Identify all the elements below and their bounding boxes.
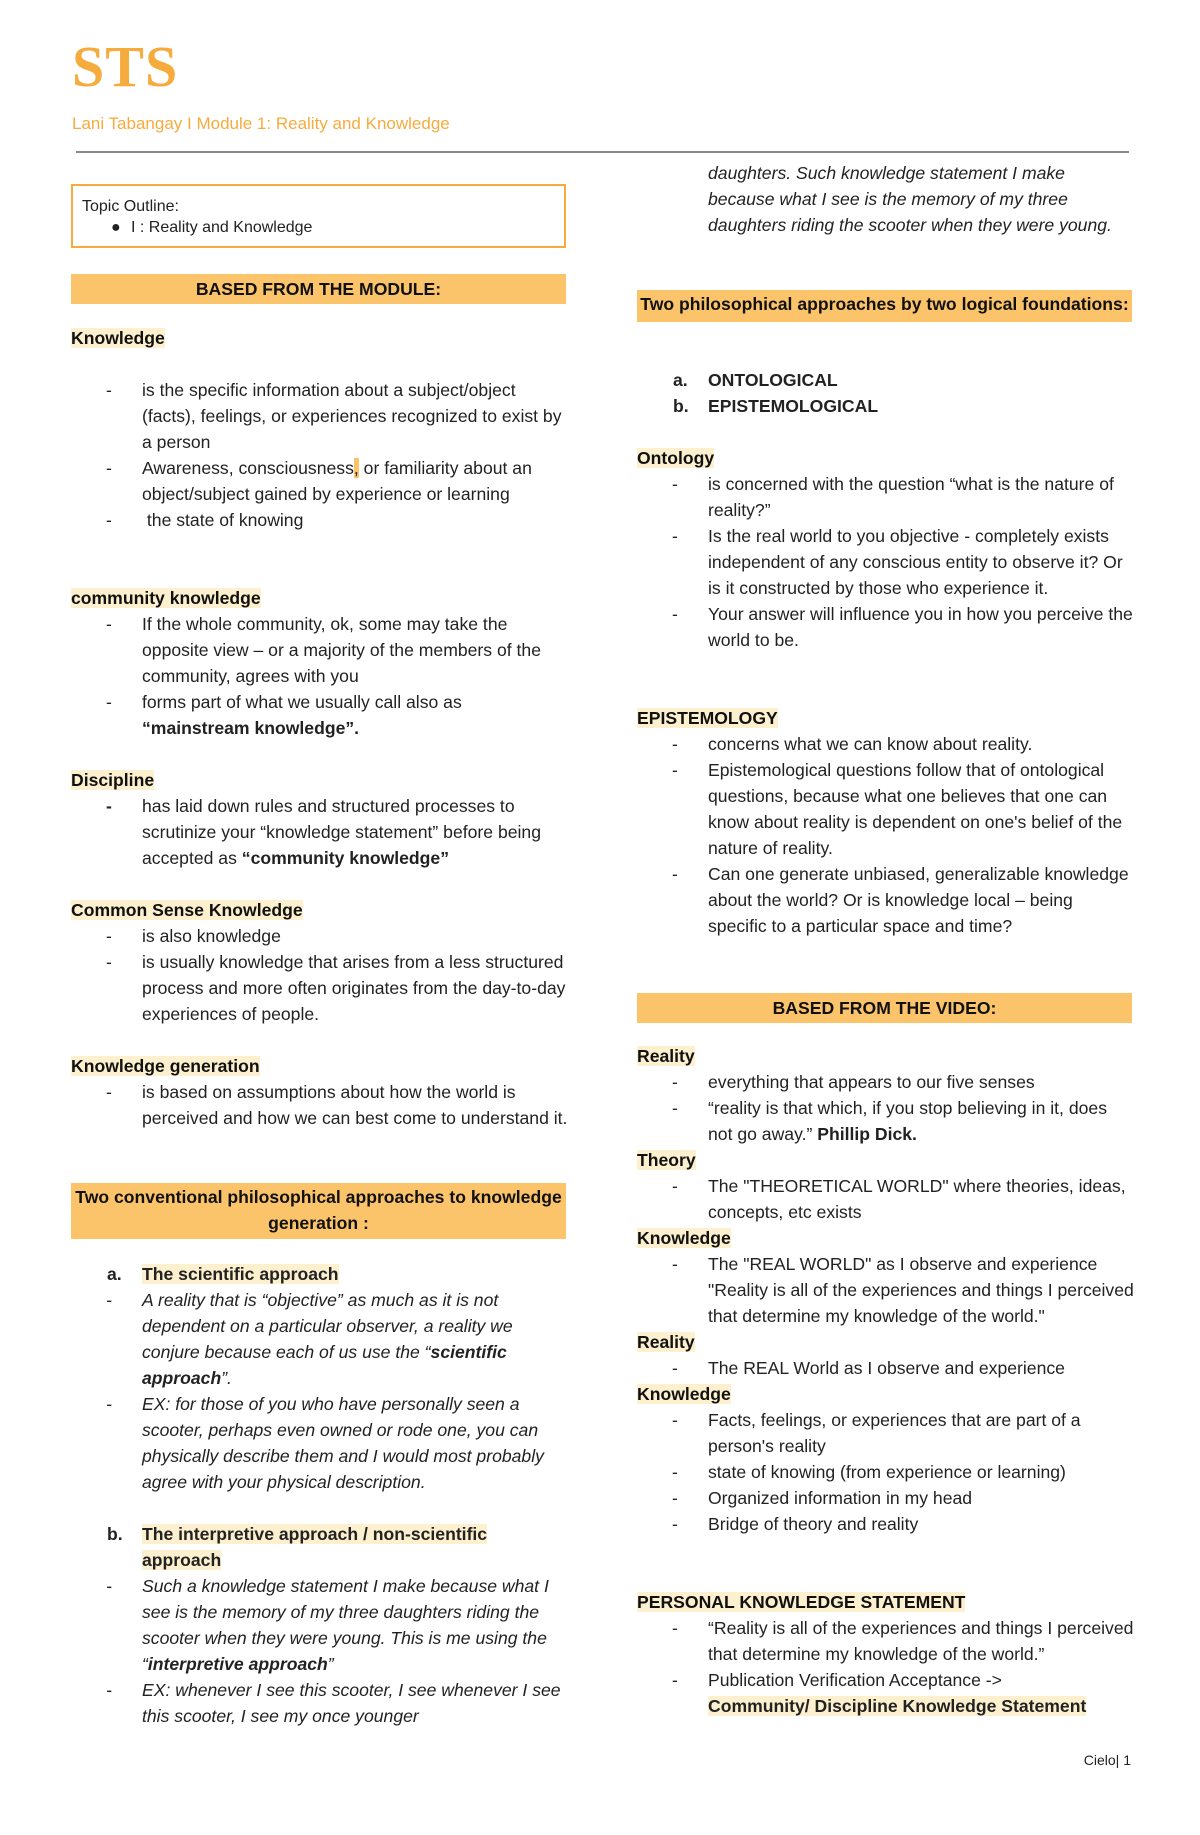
list-item-text: is usually knowledge that arises from a less structured process and more often originates from the day-to-day experiences of people. [142, 952, 566, 1024]
heading-scientific-approach: The scientific approach [142, 1264, 339, 1284]
list-item: - Can one generate unbiased, generalizable knowledge about the world? Or is knowledge local – being specific to a particular space and time? [672, 864, 1129, 936]
list-item: - has laid down rules and structured processes to scrutinize your “knowledge statement” before being accepted as “community knowledge” [106, 796, 542, 868]
list-item-text: everything that appears to our five senses [708, 1072, 1035, 1092]
section-knowledge-generation [71, 1053, 568, 1131]
list-item [71, 1261, 568, 1287]
scientific-list [71, 1287, 568, 1495]
list-item: - The "REAL WORLD" as I observe and experience "Reality is all of the experiences and things I perceived that determine my knowledge of the world." [672, 1254, 1134, 1326]
list-marker: a. [673, 370, 688, 390]
section-knowledge [71, 325, 568, 533]
list-item-text: If the whole community, ok, some may take the opposite view – or a majority of the members of the community, agrees with you [142, 614, 541, 686]
list-marker: b. [673, 396, 689, 416]
knowledge-list [71, 377, 568, 533]
knowledge-2-list [637, 1407, 1134, 1537]
heading-discipline: Discipline [71, 770, 155, 790]
list-marker: a. [107, 1264, 122, 1284]
common-sense-list [71, 923, 568, 1027]
list-item-text: Can one generate unbiased, generalizable knowledge about the world? Or is knowledge local – being specific to a particular space and time? [708, 864, 1129, 936]
community-list [71, 611, 568, 741]
list-item-text: Your answer will influence you in how you perceive the world to be. [708, 604, 1133, 650]
list-item-text: Publication Verification Acceptance -> [708, 1670, 1002, 1690]
knowledge-video-list [637, 1251, 1134, 1329]
section-scientific-approach [71, 1261, 568, 1495]
list-item-text: Facts, feelings, or experiences that are part of a person's reality [708, 1410, 1081, 1456]
list-item: - the state of knowing [106, 510, 304, 530]
heading-interpretive-approach: The interpretive approach / non-scientific approach [142, 1524, 488, 1570]
list-item: - forms part of what we usually call also as “mainstream knowledge”. [106, 692, 462, 738]
topic-outline-box [71, 184, 566, 248]
list-item-bold: Community/ Discipline Knowledge Statement [708, 1696, 1087, 1716]
epistemology-list [637, 731, 1134, 939]
interpretive-heading-list [71, 1521, 568, 1573]
list-item-text: is concerned with the question “what is the nature of reality?” [708, 474, 1114, 520]
list-item: - EX: for those of you who have personally seen a scooter, perhaps even owned or rode one, you can physically describe them and I would most probably agree with your physical description. [106, 1394, 544, 1492]
banner-conventional-approaches: Two conventional philosophical approaches to knowledge generation : [71, 1183, 566, 1239]
heading-common-sense: Common Sense Knowledge [71, 900, 303, 920]
page-title: STS [72, 34, 179, 99]
text-selection: , [353, 458, 359, 478]
foundations-list [637, 367, 1134, 419]
list-item-text: concerns what we can know about reality. [708, 734, 1033, 754]
list-item-text: Awareness, consciousness [142, 458, 354, 478]
list-item: - Is the real world to you objective - completely exists independent of any conscious entity to observe it? Or is it constructed by those who experience it. [672, 526, 1123, 598]
list-item-bold: “community knowledge” [241, 848, 450, 868]
list-item: - Organized information in my head [672, 1488, 973, 1508]
list-item: - Bridge of theory and reality [672, 1514, 919, 1534]
list-item-text: ” [327, 1654, 334, 1674]
list-item: - “reality is that which, if you stop believing in it, does not go away.” Phillip Dick. [672, 1098, 1107, 1144]
list-item [637, 393, 1134, 419]
list-item: - everything that appears to our five senses [672, 1072, 1035, 1092]
list-item-text: ”. [221, 1368, 232, 1388]
list-item-text: the state of knowing [146, 510, 304, 530]
list-item: - Epistemological questions follow that of ontological questions, because what one believes that one can know about reality is dependent on one's belief of the nature of reality. [672, 760, 1123, 858]
list-item [71, 1521, 568, 1573]
list-item-bold: Phillip Dick. [817, 1124, 917, 1144]
list-item: - Such a knowledge statement I make because what I see is the memory of my three daughters riding the scooter when they were young. This is me using the “interpretive approach” [106, 1576, 549, 1674]
heading-knowledge-2: Knowledge [637, 1384, 731, 1404]
section-epistemology [637, 705, 1134, 939]
topic-outline-item-text: I : Reality and Knowledge [131, 219, 313, 236]
bullet-dot-icon: ● [111, 219, 121, 236]
interpretive-list [71, 1573, 568, 1729]
heading-community-knowledge: community knowledge [71, 588, 261, 608]
list-item-text: The "THEORETICAL WORLD" where theories, ideas, concepts, etc exists [708, 1176, 1126, 1222]
list-item: - state of knowing (from experience or learning) [672, 1462, 1066, 1482]
banner-based-from-module: BASED FROM THE MODULE: [71, 274, 566, 304]
heading-personal-knowledge: PERSONAL KNOWLEDGE STATEMENT [637, 1592, 966, 1612]
continued-text: daughters. Such knowledge statement I make because what I see is the memory of my three daughters riding the scooter when they were young. [708, 163, 1112, 235]
heading-theory: Theory [637, 1150, 696, 1170]
list-item-text: The "REAL WORLD" as I observe and experience "Reality is all of the experiences and things I perceived that determine my knowledge of the world." [708, 1254, 1134, 1326]
list-item: - Your answer will influence you in how you perceive the world to be. [672, 604, 1133, 650]
ontology-list [637, 471, 1134, 653]
list-item: - The "THEORETICAL WORLD" where theories, ideas, concepts, etc exists [672, 1176, 1126, 1222]
list-item-text: EX: for those of you who have personally seen a scooter, perhaps even owned or rode one, you can physically describe them and I would most probably agree with your physical description. [142, 1394, 544, 1492]
list-item-text: or familiarity about an object/subject gained by experience or learning [142, 458, 532, 504]
section-video-notes [637, 1043, 1134, 1537]
heading-knowledge: Knowledge [71, 328, 165, 348]
list-item-text: EX: whenever I see this scooter, I see whenever I see this scooter, I see my once younger [142, 1680, 561, 1726]
section-personal-knowledge [637, 1589, 1134, 1719]
section-interpretive-approach [71, 1521, 568, 1729]
section-common-sense [71, 897, 568, 1027]
heading-epistemology: EPISTEMOLOGY [637, 708, 778, 728]
scientific-heading-list [71, 1261, 568, 1287]
heading-knowledge-video: Knowledge [637, 1228, 731, 1248]
topic-outline-item [82, 217, 564, 238]
page-subtitle: Lani Tabangay I Module 1: Reality and Knowledge [72, 114, 450, 133]
knowledge-generation-list [71, 1079, 568, 1131]
reality-2-list [637, 1355, 1134, 1381]
list-item: - A reality that is “objective” as much as it is not dependent on a particular observer, a reality we conjure because each of us use the “scientific approach”. [106, 1290, 513, 1388]
list-item-text: Epistemological questions follow that of ontological questions, because what one believes that one can know about reality is dependent on one's belief of the nature of reality. [708, 760, 1123, 858]
list-item-text: Organized information in my head [708, 1488, 973, 1508]
topic-outline-label: Topic Outline: [82, 198, 179, 215]
list-item: - concerns what we can know about reality. [672, 734, 1033, 754]
list-item: - EX: whenever I see this scooter, I see whenever I see this scooter, I see my once younger [106, 1680, 561, 1726]
list-item-text: is based on assumptions about how the world is perceived and how we can best come to understand it. [142, 1082, 568, 1128]
list-item: - is concerned with the question “what is the nature of reality?” [672, 474, 1114, 520]
list-item-bold: “mainstream knowledge”. [142, 718, 360, 738]
section-community-knowledge [71, 585, 568, 741]
heading-reality-2: Reality [637, 1332, 695, 1352]
foundation-ontological: ONTOLOGICAL [708, 370, 838, 390]
list-item-text: “reality is that which, if you stop believing in it, does not go away.” [708, 1098, 1107, 1144]
list-item: - Facts, feelings, or experiences that are part of a person's reality [672, 1410, 1081, 1456]
heading-knowledge-generation: Knowledge generation [71, 1056, 260, 1076]
list-item-text: is also knowledge [142, 926, 281, 946]
heading-reality: Reality [637, 1046, 695, 1066]
section-ontology [637, 445, 1134, 653]
list-marker: b. [107, 1524, 123, 1544]
list-item: - is usually knowledge that arises from a less structured process and more often originates from the day-to-day experiences of people. [106, 952, 566, 1024]
list-item-text: state of knowing (from experience or learning) [708, 1462, 1066, 1482]
page-footer: Cielo| 1 [1083, 1752, 1131, 1768]
list-item-text: The REAL World as I observe and experience [708, 1358, 1065, 1378]
list-item-bold: interpretive approach [147, 1654, 328, 1674]
banner-two-logical-foundations: Two philosophical approaches by two logical foundations: [637, 290, 1132, 322]
list-item-text: A reality that is “objective” as much as it is not dependent on a particular observer, a reality we conjure because each of us use the “ [142, 1290, 513, 1362]
list-item-text: is the specific information about a subject/object (facts), feelings, or experiences recognized to exist by a person [142, 380, 562, 452]
list-item: - “Reality is all of the experiences and things I perceived that determine my knowledge of the world.” [672, 1618, 1134, 1664]
list-item: - Publication Verification Acceptance -> Community/ Discipline Knowledge Statement [672, 1670, 1087, 1716]
foundation-epistemological: EPISTEMOLOGICAL [708, 396, 879, 416]
heading-ontology: Ontology [637, 448, 715, 468]
personal-knowledge-list [637, 1615, 1134, 1719]
list-item-text: “Reality is all of the experiences and things I perceived that determine my knowledge of the world.” [708, 1618, 1134, 1664]
list-item-text: Such a knowledge statement I make because what I see is the memory of my three daughters riding the scooter when they were young. This is me using the “ [142, 1576, 549, 1674]
list-item: - is also knowledge [106, 926, 281, 946]
banner-based-from-video: BASED FROM THE VIDEO: [637, 993, 1132, 1023]
header-divider [76, 151, 1129, 153]
list-item [637, 367, 1134, 393]
list-item-bold: scientific approach [142, 1342, 507, 1388]
reality-list [637, 1069, 1134, 1147]
section-discipline [71, 767, 568, 871]
list-item: - is the specific information about a subject/object (facts), feelings, or experiences recognized to exist by a person [106, 380, 562, 452]
list-item: - is based on assumptions about how the world is perceived and how we can best come to understand it. [106, 1082, 568, 1128]
list-item-text: forms part of what we usually call also as [142, 692, 462, 712]
list-item: - If the whole community, ok, some may take the opposite view – or a majority of the members of the community, agrees with you [106, 614, 541, 686]
list-item-text: Is the real world to you objective - completely exists independent of any conscious entity to observe it? Or is it constructed by those who experience it. [708, 526, 1123, 598]
list-item: - The REAL World as I observe and experience [672, 1358, 1065, 1378]
discipline-list [71, 793, 568, 871]
theory-list [637, 1173, 1134, 1225]
list-item-text: Bridge of theory and reality [708, 1514, 919, 1534]
list-item: - Awareness, consciousness, or familiarity about an object/subject gained by experience or learning [106, 458, 532, 504]
list-item-text: has laid down rules and structured processes to scrutinize your “knowledge statement” before being accepted as [142, 796, 542, 868]
